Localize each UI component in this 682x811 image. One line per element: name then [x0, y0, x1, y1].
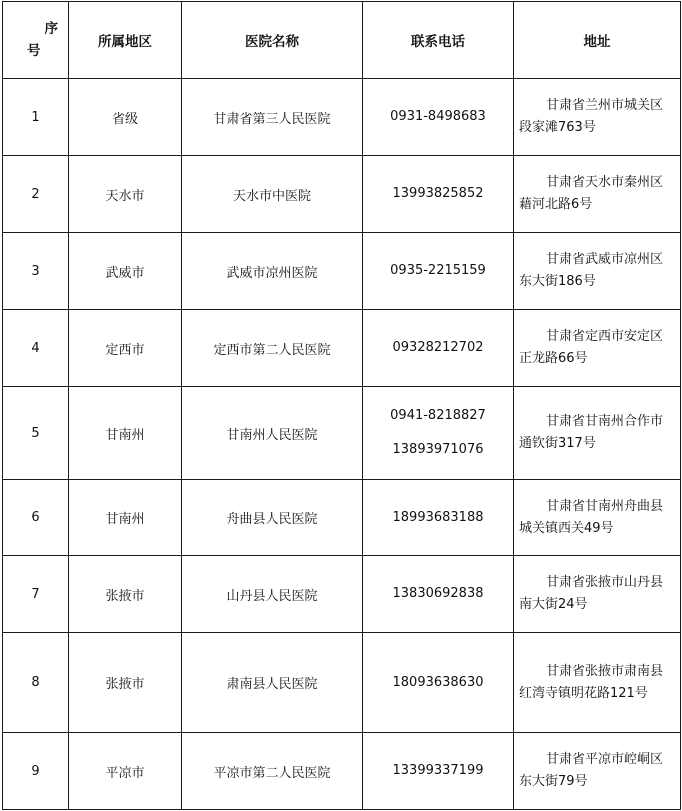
header-row [3, 2, 681, 79]
address-text: 甘肃省张掖市肃南县红湾寺镇明花路121号 [519, 663, 664, 701]
header-seq [3, 2, 69, 79]
address-text: 甘肃省兰州市城关区段家滩763号 [519, 98, 664, 135]
address-text: 甘肃省天水市秦州区藉河北路6号 [519, 175, 664, 212]
row-address [514, 480, 681, 556]
row-phone [363, 310, 514, 387]
row-region: 天水市 [69, 156, 182, 233]
row-address [514, 733, 681, 810]
address-text: 甘肃省定西市安定区正龙路66号 [519, 329, 664, 366]
header-hospital: 医院名称 [182, 2, 363, 79]
row-phone [363, 733, 514, 810]
phone-number: 0935-2215159 [390, 263, 486, 278]
phone-number: 09328212702 [392, 340, 484, 355]
address-text: 甘肃省平凉市崆峒区东大街79号 [519, 752, 664, 789]
phone-number: 18093638630 [392, 674, 484, 690]
row-region: 武威市 [69, 233, 182, 310]
row-address [514, 79, 681, 156]
row-hospital: 肃南县人民医院 [182, 633, 363, 733]
row-number: 8 [3, 633, 69, 733]
row-number: 5 [3, 387, 69, 480]
header-seq-line2: 号 [27, 43, 41, 59]
row-phone [363, 233, 514, 310]
row-region: 平凉市 [69, 733, 182, 810]
row-hospital: 定西市第二人民医院 [182, 310, 363, 387]
row-address [514, 556, 681, 633]
row-phone [363, 156, 514, 233]
row-number: 3 [3, 233, 69, 310]
row-hospital: 舟曲县人民医院 [182, 480, 363, 556]
table-row [3, 79, 681, 156]
row-hospital: 山丹县人民医院 [182, 556, 363, 633]
header-region: 所属地区 [69, 2, 182, 79]
table-row [3, 480, 681, 556]
row-hospital: 甘南州人民医院 [182, 387, 363, 480]
phone-number: 18993683188 [392, 509, 484, 525]
row-address [514, 633, 681, 733]
row-phone [363, 387, 514, 480]
table-row [3, 556, 681, 633]
table-row [3, 310, 681, 387]
table-row [3, 633, 681, 733]
row-number: 9 [3, 733, 69, 810]
row-hospital: 天水市中医院 [182, 156, 363, 233]
table-row [3, 387, 681, 480]
row-address [514, 233, 681, 310]
row-address [514, 310, 681, 387]
table-row [3, 233, 681, 310]
row-number: 2 [3, 156, 69, 233]
row-phone [363, 556, 514, 633]
row-region: 甘南州 [69, 480, 182, 556]
row-hospital: 平凉市第二人民医院 [182, 733, 363, 810]
header-address: 地址 [514, 2, 681, 79]
row-number: 6 [3, 480, 69, 556]
row-hospital: 甘肃省第三人民医院 [182, 79, 363, 156]
row-phone [363, 633, 514, 733]
row-number: 7 [3, 556, 69, 633]
row-region: 张掖市 [69, 556, 182, 633]
row-hospital: 武威市凉州医院 [182, 233, 363, 310]
header-seq-line1: 序 [44, 21, 58, 37]
phone-number: 13993825852 [392, 186, 484, 201]
row-number: 1 [3, 79, 69, 156]
phone-number: 13399337199 [392, 763, 484, 778]
row-number: 4 [3, 310, 69, 387]
row-region: 省级 [69, 79, 182, 156]
row-region: 张掖市 [69, 633, 182, 733]
address-text: 甘肃省武威市凉州区东大街186号 [519, 252, 664, 289]
row-phone [363, 79, 514, 156]
phone-number: 0941-8218827 [390, 408, 486, 423]
address-text: 甘肃省张掖市山丹县南大街24号 [519, 575, 664, 612]
table-row [3, 733, 681, 810]
header-phone: 联系电话 [363, 2, 514, 79]
row-region: 定西市 [69, 310, 182, 387]
table-row [3, 156, 681, 233]
row-phone [363, 480, 514, 556]
row-region: 甘南州 [69, 387, 182, 480]
address-text: 甘肃省甘南州舟曲县城关镇西关49号 [519, 498, 664, 536]
phone-number: 13893971076 [392, 442, 484, 457]
hospital-table [2, 1, 681, 810]
address-text: 甘肃省甘南州合作市通钦街317号 [519, 414, 664, 451]
row-address [514, 156, 681, 233]
phone-number: 0931-8498683 [390, 109, 486, 124]
phone-number: 13830692838 [392, 586, 484, 601]
row-address [514, 387, 681, 480]
